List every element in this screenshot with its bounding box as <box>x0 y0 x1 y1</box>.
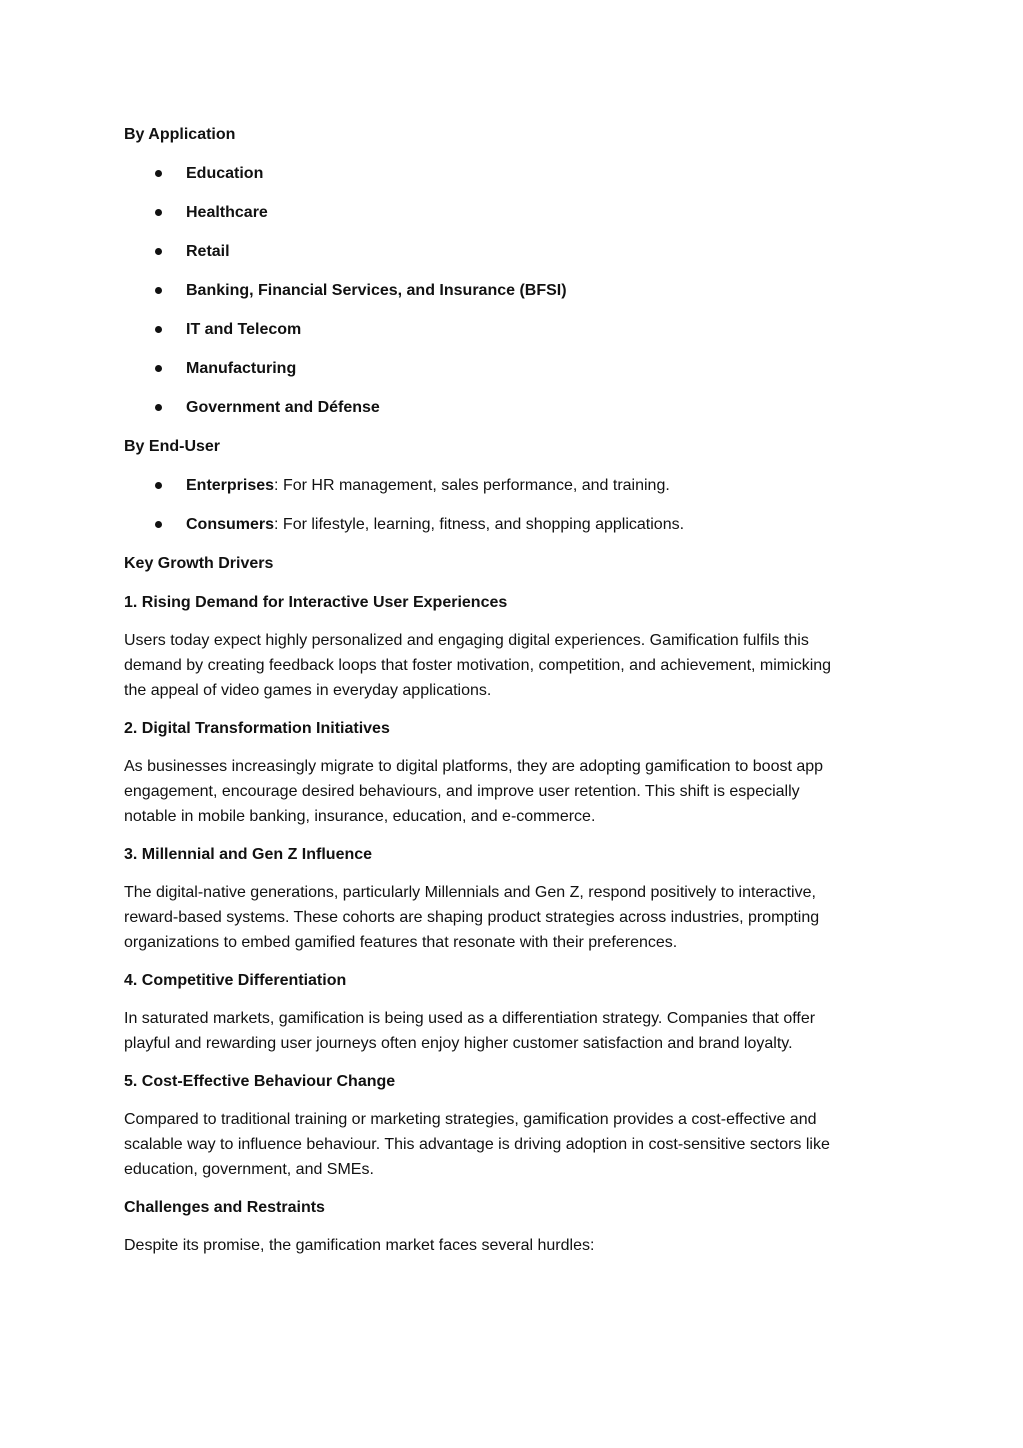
bullet-icon <box>155 326 162 333</box>
list-item: Education <box>124 161 914 187</box>
application-list <box>124 161 914 421</box>
driver-2-title: 2. Digital Transformation Initiatives <box>124 720 390 737</box>
driver-4-title: 4. Competitive Differentiation <box>124 972 347 989</box>
list-item: Banking, Financial Services, and Insurance (BFSI) <box>124 278 914 304</box>
challenges-heading: Challenges and Restraints <box>124 1199 325 1216</box>
bullet-icon <box>155 404 162 411</box>
driver-3-text: The digital-native generations, particularly Millennials and Gen Z, respond positively to interactive, reward-based systems. These cohorts are shaping product strategies across industries, prompting organizations to embed gamified features that resonate with their preferences. <box>124 884 820 951</box>
driver-5-text: Compared to traditional training or marketing strategies, gamification provides a cost-effective and scalable way to influence behaviour. This advantage is driving adoption in cost-sensitive sectors like education, government, and SMEs. <box>124 1111 830 1178</box>
list-item: Healthcare <box>124 200 914 226</box>
bullet-icon <box>155 248 162 255</box>
bullet-icon <box>155 521 162 528</box>
by-application-heading: By Application <box>124 126 236 143</box>
bullet-icon <box>155 209 162 216</box>
driver-2-text: As businesses increasingly migrate to digital platforms, they are adopting gamification to boost app engagement, encourage desired behaviours, and improve user retention. This shift is especially notable in mobile banking, insurance, education, and e-commerce. <box>124 758 824 825</box>
driver-4-text: In saturated markets, gamification is being used as a differentiation strategy. Companies that offer playful and rewarding user journeys often enjoy higher customer satisfaction and brand loyalty. <box>124 1010 816 1052</box>
driver-3-title: 3. Millennial and Gen Z Influence <box>124 846 373 863</box>
key-growth-drivers-heading: Key Growth Drivers <box>124 555 274 572</box>
by-end-user-heading: By End-User <box>124 438 221 455</box>
document-page <box>124 122 914 1258</box>
list-item: Manufacturing <box>124 356 914 382</box>
list-item: Government and Défense <box>124 395 914 421</box>
list-item: Enterprises: For HR management, sales performance, and training. <box>124 473 914 499</box>
bullet-icon <box>155 482 162 489</box>
driver-5-title: 5. Cost-Effective Behaviour Change <box>124 1073 396 1090</box>
list-item: Retail <box>124 239 914 265</box>
driver-1-title: 1. Rising Demand for Interactive User Experiences <box>124 594 508 611</box>
challenges-intro: Despite its promise, the gamification market faces several hurdles: <box>124 1237 595 1254</box>
list-item: IT and Telecom <box>124 317 914 343</box>
driver-1-text: Users today expect highly personalized and engaging digital experiences. Gamification fulfils this demand by creating feedback loops that foster motivation, competition, and achievement, mimicking the appeal of video games in everyday applications. <box>124 632 832 699</box>
end-user-list <box>124 473 914 538</box>
bullet-icon <box>155 287 162 294</box>
bullet-icon <box>155 170 162 177</box>
bullet-icon <box>155 365 162 372</box>
list-item: Consumers: For lifestyle, learning, fitness, and shopping applications. <box>124 512 914 538</box>
